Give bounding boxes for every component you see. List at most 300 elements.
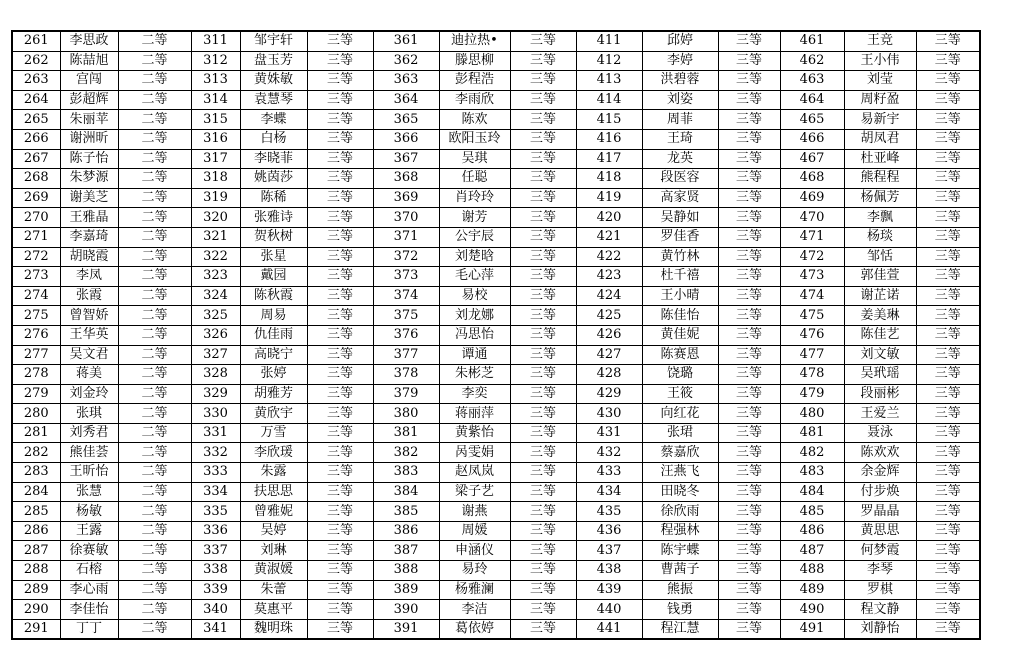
award-grade: 三等 bbox=[510, 31, 576, 51]
award-grade: 三等 bbox=[307, 188, 373, 208]
award-grade: 三等 bbox=[307, 247, 373, 267]
award-grade: 三等 bbox=[510, 286, 576, 306]
award-grade: 二等 bbox=[118, 286, 191, 306]
student-name: 彭程浩 bbox=[439, 71, 510, 91]
student-name: 曾智娇 bbox=[60, 306, 118, 326]
entry-number: 336 bbox=[191, 521, 240, 541]
student-name: 罗晶晶 bbox=[844, 502, 916, 522]
entry-number: 382 bbox=[373, 443, 439, 463]
award-grade: 三等 bbox=[916, 227, 980, 247]
entry-number: 341 bbox=[191, 619, 240, 639]
award-grade: 三等 bbox=[916, 502, 980, 522]
student-name: 谢芳 bbox=[439, 208, 510, 228]
award-grade: 二等 bbox=[118, 365, 191, 385]
entry-number: 320 bbox=[191, 208, 240, 228]
student-name: 李琴 bbox=[844, 561, 916, 581]
student-name: 汪燕飞 bbox=[642, 463, 718, 483]
entry-number: 264 bbox=[12, 90, 60, 110]
table-row bbox=[12, 463, 980, 483]
student-name: 洪碧蓉 bbox=[642, 71, 718, 91]
entry-number: 471 bbox=[780, 227, 844, 247]
student-name: 欧阳玉玲 bbox=[439, 129, 510, 149]
entry-number: 335 bbox=[191, 502, 240, 522]
entry-number: 321 bbox=[191, 227, 240, 247]
entry-number: 291 bbox=[12, 619, 60, 639]
student-name: 付步焕 bbox=[844, 482, 916, 502]
student-name: 王昕怡 bbox=[60, 463, 118, 483]
student-name: 胡凤君 bbox=[844, 129, 916, 149]
award-grade: 三等 bbox=[307, 365, 373, 385]
student-name: 熊佳荟 bbox=[60, 443, 118, 463]
student-name: 熊程程 bbox=[844, 169, 916, 189]
entry-number: 439 bbox=[576, 580, 642, 600]
student-name: 肖玲玲 bbox=[439, 188, 510, 208]
entry-number: 480 bbox=[780, 404, 844, 424]
table-row bbox=[12, 306, 980, 326]
award-grade: 三等 bbox=[510, 208, 576, 228]
award-grade: 三等 bbox=[307, 208, 373, 228]
student-name: 李蝶 bbox=[240, 110, 307, 130]
entry-number: 425 bbox=[576, 306, 642, 326]
entry-number: 287 bbox=[12, 541, 60, 561]
award-grade: 三等 bbox=[916, 463, 980, 483]
student-name: 杨佩芳 bbox=[844, 188, 916, 208]
award-grade: 三等 bbox=[916, 600, 980, 620]
award-grade: 三等 bbox=[718, 227, 780, 247]
entry-number: 376 bbox=[373, 325, 439, 345]
award-grade: 三等 bbox=[307, 482, 373, 502]
award-grade: 三等 bbox=[718, 423, 780, 443]
entry-number: 340 bbox=[191, 600, 240, 620]
award-grade: 三等 bbox=[718, 149, 780, 169]
award-grade: 三等 bbox=[916, 325, 980, 345]
student-name: 黄姝敏 bbox=[240, 71, 307, 91]
award-grade: 三等 bbox=[510, 463, 576, 483]
award-grade: 三等 bbox=[307, 502, 373, 522]
award-grade: 三等 bbox=[718, 345, 780, 365]
entry-number: 476 bbox=[780, 325, 844, 345]
student-name: 迪拉热• bbox=[439, 31, 510, 51]
award-grade: 三等 bbox=[307, 267, 373, 287]
award-grade: 三等 bbox=[916, 345, 980, 365]
entry-number: 267 bbox=[12, 149, 60, 169]
student-name: 杜千禧 bbox=[642, 267, 718, 287]
award-grade: 三等 bbox=[718, 404, 780, 424]
entry-number: 486 bbox=[780, 521, 844, 541]
entry-number: 431 bbox=[576, 423, 642, 443]
student-name: 王琦 bbox=[642, 129, 718, 149]
entry-number: 313 bbox=[191, 71, 240, 91]
student-name: 赵凤岚 bbox=[439, 463, 510, 483]
student-name: 黄佳妮 bbox=[642, 325, 718, 345]
entry-number: 288 bbox=[12, 561, 60, 581]
award-grade: 二等 bbox=[118, 541, 191, 561]
student-name: 谢燕 bbox=[439, 502, 510, 522]
entry-number: 475 bbox=[780, 306, 844, 326]
award-grade: 三等 bbox=[718, 90, 780, 110]
student-name: 吴琪 bbox=[439, 149, 510, 169]
award-grade: 三等 bbox=[307, 443, 373, 463]
student-name: 扶思思 bbox=[240, 482, 307, 502]
award-grade: 二等 bbox=[118, 345, 191, 365]
award-grade: 二等 bbox=[118, 247, 191, 267]
award-grade: 二等 bbox=[118, 71, 191, 91]
award-grade: 三等 bbox=[718, 71, 780, 91]
entry-number: 473 bbox=[780, 267, 844, 287]
entry-number: 263 bbox=[12, 71, 60, 91]
award-grade: 三等 bbox=[307, 71, 373, 91]
student-name: 蒋美 bbox=[60, 365, 118, 385]
entry-number: 423 bbox=[576, 267, 642, 287]
entry-number: 329 bbox=[191, 384, 240, 404]
entry-number: 433 bbox=[576, 463, 642, 483]
student-name: 徐赛敏 bbox=[60, 541, 118, 561]
entry-number: 362 bbox=[373, 51, 439, 71]
entry-number: 370 bbox=[373, 208, 439, 228]
award-grade: 三等 bbox=[307, 404, 373, 424]
entry-number: 437 bbox=[576, 541, 642, 561]
award-grade: 三等 bbox=[718, 31, 780, 51]
entry-number: 330 bbox=[191, 404, 240, 424]
student-name: 郭佳萱 bbox=[844, 267, 916, 287]
award-grade: 三等 bbox=[718, 51, 780, 71]
student-name: 张霞 bbox=[60, 286, 118, 306]
student-name: 朱彬芝 bbox=[439, 365, 510, 385]
award-grade: 三等 bbox=[916, 423, 980, 443]
entry-number: 411 bbox=[576, 31, 642, 51]
entry-number: 268 bbox=[12, 169, 60, 189]
entry-number: 285 bbox=[12, 502, 60, 522]
entry-number: 385 bbox=[373, 502, 439, 522]
student-name: 谢洲昕 bbox=[60, 129, 118, 149]
entry-number: 323 bbox=[191, 267, 240, 287]
entry-number: 420 bbox=[576, 208, 642, 228]
student-name: 贺秋树 bbox=[240, 227, 307, 247]
table-row bbox=[12, 345, 980, 365]
entry-number: 290 bbox=[12, 600, 60, 620]
award-grade: 三等 bbox=[510, 404, 576, 424]
award-grade: 二等 bbox=[118, 463, 191, 483]
table-row bbox=[12, 90, 980, 110]
student-name: 李洁 bbox=[439, 600, 510, 620]
student-name: 王小晴 bbox=[642, 286, 718, 306]
entry-number: 364 bbox=[373, 90, 439, 110]
award-grade: 二等 bbox=[118, 110, 191, 130]
entry-number: 331 bbox=[191, 423, 240, 443]
table-row bbox=[12, 71, 980, 91]
award-grade: 三等 bbox=[916, 110, 980, 130]
award-grade: 三等 bbox=[307, 521, 373, 541]
award-grade: 三等 bbox=[307, 169, 373, 189]
student-name: 彭超辉 bbox=[60, 90, 118, 110]
entry-number: 274 bbox=[12, 286, 60, 306]
student-name: 陈喆旭 bbox=[60, 51, 118, 71]
award-grade: 三等 bbox=[510, 580, 576, 600]
student-name: 李心雨 bbox=[60, 580, 118, 600]
student-name: 张雅诗 bbox=[240, 208, 307, 228]
table-row bbox=[12, 423, 980, 443]
entry-number: 477 bbox=[780, 345, 844, 365]
entry-number: 271 bbox=[12, 227, 60, 247]
student-name: 白杨 bbox=[240, 129, 307, 149]
award-grade: 三等 bbox=[307, 110, 373, 130]
entry-number: 388 bbox=[373, 561, 439, 581]
entry-number: 337 bbox=[191, 541, 240, 561]
entry-number: 284 bbox=[12, 482, 60, 502]
award-grade: 二等 bbox=[118, 580, 191, 600]
award-grade: 二等 bbox=[118, 423, 191, 443]
entry-number: 491 bbox=[780, 619, 844, 639]
award-grade: 三等 bbox=[718, 443, 780, 463]
award-grade: 三等 bbox=[718, 482, 780, 502]
student-name: 罗佳香 bbox=[642, 227, 718, 247]
student-name: 王华英 bbox=[60, 325, 118, 345]
entry-number: 276 bbox=[12, 325, 60, 345]
award-grade: 二等 bbox=[118, 149, 191, 169]
table-row bbox=[12, 169, 980, 189]
entry-number: 280 bbox=[12, 404, 60, 424]
student-name: 陈赛恩 bbox=[642, 345, 718, 365]
student-name: 谭通 bbox=[439, 345, 510, 365]
award-grade: 三等 bbox=[718, 580, 780, 600]
entry-number: 413 bbox=[576, 71, 642, 91]
award-grade: 二等 bbox=[118, 482, 191, 502]
award-grade: 三等 bbox=[718, 541, 780, 561]
award-grade: 三等 bbox=[510, 51, 576, 71]
entry-number: 483 bbox=[780, 463, 844, 483]
student-name: 周菲 bbox=[642, 110, 718, 130]
entry-number: 363 bbox=[373, 71, 439, 91]
award-grade: 三等 bbox=[307, 325, 373, 345]
student-name: 仇佳雨 bbox=[240, 325, 307, 345]
student-name: 黄紫怡 bbox=[439, 423, 510, 443]
entry-number: 481 bbox=[780, 423, 844, 443]
student-name: 李佳怡 bbox=[60, 600, 118, 620]
table-row bbox=[12, 600, 980, 620]
entry-number: 278 bbox=[12, 365, 60, 385]
entry-number: 324 bbox=[191, 286, 240, 306]
student-name: 黄淑媛 bbox=[240, 561, 307, 581]
entry-number: 380 bbox=[373, 404, 439, 424]
entry-number: 482 bbox=[780, 443, 844, 463]
entry-number: 377 bbox=[373, 345, 439, 365]
student-name: 李雨欣 bbox=[439, 90, 510, 110]
award-grade: 三等 bbox=[916, 169, 980, 189]
award-grade: 三等 bbox=[916, 188, 980, 208]
entry-number: 436 bbox=[576, 521, 642, 541]
entry-number: 279 bbox=[12, 384, 60, 404]
student-name: 吴静如 bbox=[642, 208, 718, 228]
entry-number: 417 bbox=[576, 149, 642, 169]
entry-number: 479 bbox=[780, 384, 844, 404]
award-grade: 三等 bbox=[510, 619, 576, 639]
award-grade: 三等 bbox=[307, 286, 373, 306]
award-grade: 三等 bbox=[307, 384, 373, 404]
student-name: 陈佳艺 bbox=[844, 325, 916, 345]
student-name: 张慧 bbox=[60, 482, 118, 502]
student-name: 张琪 bbox=[60, 404, 118, 424]
student-name: 李飘 bbox=[844, 208, 916, 228]
student-name: 李思政 bbox=[60, 31, 118, 51]
student-name: 李晓菲 bbox=[240, 149, 307, 169]
student-name: 陈欢欢 bbox=[844, 443, 916, 463]
entry-number: 440 bbox=[576, 600, 642, 620]
award-roster-table bbox=[11, 30, 981, 640]
award-grade: 三等 bbox=[916, 31, 980, 51]
student-name: 刘文敏 bbox=[844, 345, 916, 365]
entry-number: 421 bbox=[576, 227, 642, 247]
award-grade: 三等 bbox=[510, 384, 576, 404]
student-name: 程江慧 bbox=[642, 619, 718, 639]
entry-number: 470 bbox=[780, 208, 844, 228]
table-row bbox=[12, 188, 980, 208]
student-name: 朱露 bbox=[240, 463, 307, 483]
entry-number: 429 bbox=[576, 384, 642, 404]
award-grade: 三等 bbox=[307, 227, 373, 247]
student-name: 何梦霞 bbox=[844, 541, 916, 561]
student-name: 易玲 bbox=[439, 561, 510, 581]
student-name: 胡雅芳 bbox=[240, 384, 307, 404]
award-grade: 三等 bbox=[916, 580, 980, 600]
award-grade: 三等 bbox=[916, 561, 980, 581]
entry-number: 368 bbox=[373, 169, 439, 189]
entry-number: 265 bbox=[12, 110, 60, 130]
student-name: 杜亚峰 bbox=[844, 149, 916, 169]
student-name: 万雪 bbox=[240, 423, 307, 443]
student-name: 邱婷 bbox=[642, 31, 718, 51]
student-name: 胡晓霞 bbox=[60, 247, 118, 267]
award-grade: 三等 bbox=[916, 384, 980, 404]
student-name: 王露 bbox=[60, 521, 118, 541]
student-name: 龙英 bbox=[642, 149, 718, 169]
entry-number: 467 bbox=[780, 149, 844, 169]
table-row bbox=[12, 619, 980, 639]
student-name: 陈宇蝶 bbox=[642, 541, 718, 561]
award-grade: 三等 bbox=[718, 463, 780, 483]
student-name: 余金辉 bbox=[844, 463, 916, 483]
award-grade: 二等 bbox=[118, 502, 191, 522]
award-grade: 二等 bbox=[118, 227, 191, 247]
entry-number: 273 bbox=[12, 267, 60, 287]
entry-number: 416 bbox=[576, 129, 642, 149]
student-name: 刘琳 bbox=[240, 541, 307, 561]
student-name: 陈佳怡 bbox=[642, 306, 718, 326]
entry-number: 333 bbox=[191, 463, 240, 483]
table-row bbox=[12, 521, 980, 541]
entry-number: 466 bbox=[780, 129, 844, 149]
entry-number: 270 bbox=[12, 208, 60, 228]
entry-number: 332 bbox=[191, 443, 240, 463]
entry-number: 384 bbox=[373, 482, 439, 502]
entry-number: 427 bbox=[576, 345, 642, 365]
award-grade: 三等 bbox=[307, 463, 373, 483]
student-name: 杨琰 bbox=[844, 227, 916, 247]
entry-number: 365 bbox=[373, 110, 439, 130]
award-grade: 三等 bbox=[916, 51, 980, 71]
award-grade: 三等 bbox=[916, 443, 980, 463]
student-name: 宫闯 bbox=[60, 71, 118, 91]
student-name: 公宇辰 bbox=[439, 227, 510, 247]
entry-number: 372 bbox=[373, 247, 439, 267]
student-name: 周易 bbox=[240, 306, 307, 326]
award-grade: 三等 bbox=[510, 129, 576, 149]
award-grade: 三等 bbox=[916, 129, 980, 149]
student-name: 罗棋 bbox=[844, 580, 916, 600]
entry-number: 286 bbox=[12, 521, 60, 541]
entry-number: 468 bbox=[780, 169, 844, 189]
entry-number: 373 bbox=[373, 267, 439, 287]
table-row bbox=[12, 365, 980, 385]
award-grade: 二等 bbox=[118, 267, 191, 287]
award-grade: 二等 bbox=[118, 561, 191, 581]
award-grade: 三等 bbox=[916, 90, 980, 110]
entry-number: 262 bbox=[12, 51, 60, 71]
student-name: 曹茜子 bbox=[642, 561, 718, 581]
entry-number: 315 bbox=[191, 110, 240, 130]
student-name: 王雅晶 bbox=[60, 208, 118, 228]
award-grade: 三等 bbox=[307, 541, 373, 561]
award-grade: 三等 bbox=[510, 188, 576, 208]
entry-number: 386 bbox=[373, 521, 439, 541]
table-row bbox=[12, 541, 980, 561]
student-name: 曾雅妮 bbox=[240, 502, 307, 522]
award-grade: 三等 bbox=[718, 286, 780, 306]
award-grade: 二等 bbox=[118, 31, 191, 51]
award-grade: 三等 bbox=[916, 619, 980, 639]
entry-number: 419 bbox=[576, 188, 642, 208]
student-name: 呙雯娟 bbox=[439, 443, 510, 463]
student-name: 刘楚晗 bbox=[439, 247, 510, 267]
entry-number: 272 bbox=[12, 247, 60, 267]
student-name: 杨雅澜 bbox=[439, 580, 510, 600]
entry-number: 474 bbox=[780, 286, 844, 306]
award-grade: 三等 bbox=[916, 521, 980, 541]
student-name: 毛心萍 bbox=[439, 267, 510, 287]
award-grade: 三等 bbox=[510, 365, 576, 385]
table-row bbox=[12, 325, 980, 345]
student-name: 黄欣宇 bbox=[240, 404, 307, 424]
student-name: 王竞 bbox=[844, 31, 916, 51]
award-grade: 三等 bbox=[718, 188, 780, 208]
student-name: 段医容 bbox=[642, 169, 718, 189]
table-row bbox=[12, 208, 980, 228]
award-grade: 二等 bbox=[118, 208, 191, 228]
entry-number: 277 bbox=[12, 345, 60, 365]
award-grade: 二等 bbox=[118, 619, 191, 639]
student-name: 程强林 bbox=[642, 521, 718, 541]
student-name: 吴文君 bbox=[60, 345, 118, 365]
student-name: 梁子艺 bbox=[439, 482, 510, 502]
entry-number: 438 bbox=[576, 561, 642, 581]
award-grade: 二等 bbox=[118, 51, 191, 71]
award-grade: 三等 bbox=[307, 306, 373, 326]
student-name: 李欣瑗 bbox=[240, 443, 307, 463]
award-grade: 三等 bbox=[307, 31, 373, 51]
entry-number: 387 bbox=[373, 541, 439, 561]
award-grade: 二等 bbox=[118, 521, 191, 541]
student-name: 莫惠平 bbox=[240, 600, 307, 620]
entry-number: 432 bbox=[576, 443, 642, 463]
award-grade: 三等 bbox=[307, 90, 373, 110]
entry-number: 282 bbox=[12, 443, 60, 463]
entry-number: 465 bbox=[780, 110, 844, 130]
entry-number: 328 bbox=[191, 365, 240, 385]
award-grade: 三等 bbox=[916, 286, 980, 306]
student-name: 王爱兰 bbox=[844, 404, 916, 424]
table-row bbox=[12, 51, 980, 71]
entry-number: 266 bbox=[12, 129, 60, 149]
entry-number: 415 bbox=[576, 110, 642, 130]
